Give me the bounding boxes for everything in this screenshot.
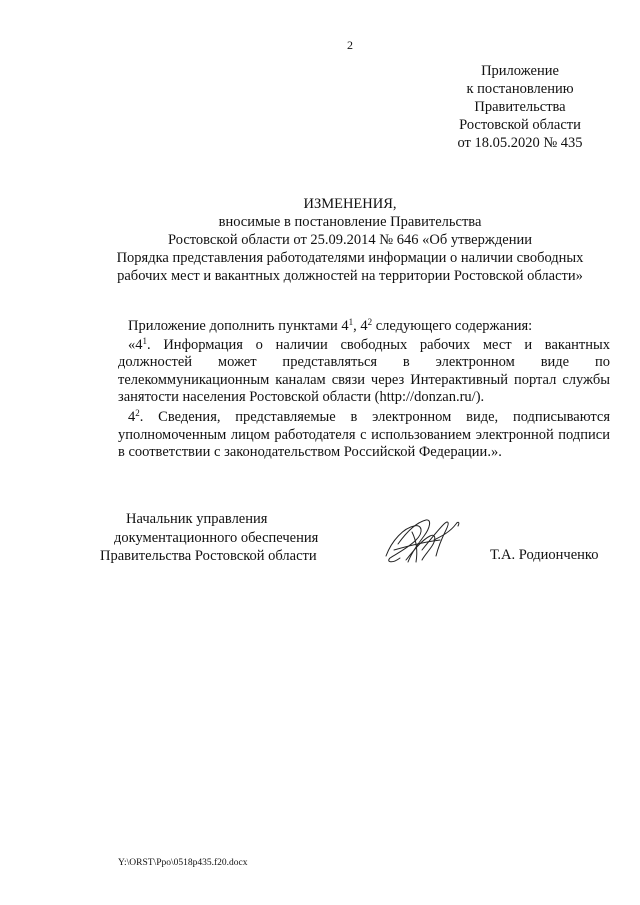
signatory-name: Т.А. Родионченко: [490, 547, 599, 563]
appendix-line: от 18.05.2020 № 435: [457, 135, 583, 151]
title-line: вносимые в постановление Правительства: [218, 214, 482, 230]
title-line: Ростовской области от 25.09.2014 № 646 «Об утверждении: [168, 232, 532, 248]
intro-paragraph: Приложение дополнить пунктами $4^1$, $4^2$ следующего содержания:: [128, 317, 533, 334]
signatory-title-line: Начальник управления: [126, 511, 268, 527]
page-number: 2: [347, 38, 353, 52]
document-body: [118, 318, 610, 462]
appendix-line: к постановлению: [466, 81, 574, 97]
title-heading: ИЗМЕНЕНИЯ,: [303, 196, 397, 212]
title-line: Порядка представления работодателями информации о наличии свободных: [116, 250, 584, 266]
appendix-line: Приложение: [481, 63, 559, 79]
signatory-title-line: Правительства Ростовской области: [100, 548, 317, 564]
appendix-line: Правительства: [474, 99, 566, 115]
document-title: [100, 195, 600, 285]
signatory-title: [100, 510, 318, 566]
file-path-footer: Y:\ORST\Ppo\0518p435.f20.docx: [118, 858, 248, 868]
title-line: рабочих мест и вакантных должностей на территории Ростовской области»: [117, 268, 583, 284]
signatory-title-line: документационного обеспечения: [114, 529, 319, 546]
clause-4-2: $4^2$. Сведения, представляемые в электронном виде, подписываются уполномоченным лицом работодателя с использованием электронной подписи в соответствии с законодательством Российской Федерации.».: [118, 407, 610, 461]
appendix-line: Ростовской области: [459, 117, 581, 133]
appendix-header: [430, 62, 610, 152]
clause-4-1: «$4^1$. Информация о наличии свободных рабочих мест и вакантных должностей может представляться в электронном виде по телекоммуникационным каналам связи через Интерактивный портал службы занятости населения Ростовской области (http://donzan.ru/).: [118, 335, 610, 406]
handwritten-signature: [378, 510, 470, 570]
